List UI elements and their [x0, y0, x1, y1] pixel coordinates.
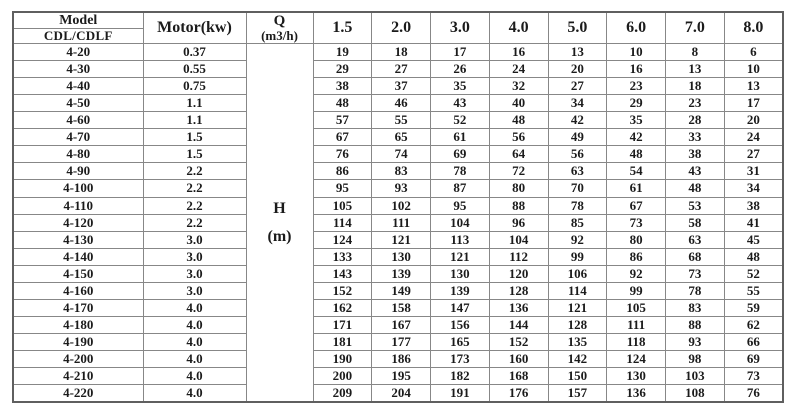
head-value-cell: 69: [724, 350, 783, 367]
head-value-cell: 48: [666, 180, 725, 197]
header-row-1: [13, 12, 783, 29]
motor-power-cell: 0.55: [143, 61, 246, 78]
table-row: [13, 78, 783, 95]
head-value-cell: 65: [372, 129, 431, 146]
head-value-cell: 139: [372, 265, 431, 282]
head-value-cell: 130: [431, 265, 490, 282]
head-value-cell: 80: [607, 231, 666, 248]
head-value-cell: 19: [313, 44, 372, 61]
flow-rate-unit: (m3/h): [261, 28, 298, 44]
table-row: [13, 299, 783, 316]
head-value-cell: 167: [372, 316, 431, 333]
head-value-cell: 76: [313, 146, 372, 163]
model-cell: 4-110: [13, 197, 143, 214]
head-value-cell: 27: [548, 78, 607, 95]
head-value-cell: 88: [489, 197, 548, 214]
head-value-cell: 34: [724, 180, 783, 197]
head-value-cell: 61: [431, 129, 490, 146]
head-value-cell: 67: [607, 197, 666, 214]
motor-power-cell: 2.2: [143, 180, 246, 197]
model-cell: 4-70: [13, 129, 143, 146]
head-value-cell: 204: [372, 384, 431, 402]
table-row: [13, 367, 783, 384]
flow-rate-header-cell: [246, 12, 313, 44]
head-value-cell: 72: [489, 163, 548, 180]
head-value-cell: 53: [666, 197, 725, 214]
model-header-cell: Model: [13, 12, 143, 29]
model-cell: 4-60: [13, 112, 143, 129]
head-value-cell: 114: [548, 282, 607, 299]
head-value-cell: 73: [724, 367, 783, 384]
flow-value-header-cell: 5.0: [548, 12, 607, 44]
head-value-cell: 16: [607, 61, 666, 78]
head-value-cell: 42: [548, 112, 607, 129]
head-value-cell: 8: [666, 44, 725, 61]
head-value-cell: 105: [607, 299, 666, 316]
motor-power-cell: 3.0: [143, 282, 246, 299]
head-value-cell: 13: [666, 61, 725, 78]
head-value-cell: 78: [431, 163, 490, 180]
motor-power-cell: 3.0: [143, 231, 246, 248]
pump-spec-table: [12, 11, 784, 403]
head-value-cell: 150: [548, 367, 607, 384]
head-value-cell: 104: [489, 231, 548, 248]
motor-power-cell: 1.5: [143, 129, 246, 146]
model-cell: 4-190: [13, 333, 143, 350]
head-value-cell: 42: [607, 129, 666, 146]
head-value-cell: 38: [724, 197, 783, 214]
head-value-cell: 156: [431, 316, 490, 333]
head-value-cell: 86: [607, 248, 666, 265]
head-value-cell: 96: [489, 214, 548, 231]
head-value-cell: 86: [313, 163, 372, 180]
motor-power-cell: 0.37: [143, 44, 246, 61]
head-value-cell: 152: [489, 333, 548, 350]
table-row: [13, 129, 783, 146]
motor-power-cell: 1.1: [143, 95, 246, 112]
head-value-cell: 111: [607, 316, 666, 333]
head-value-cell: 63: [666, 231, 725, 248]
head-unit: (m): [267, 228, 292, 246]
head-value-cell: 55: [372, 112, 431, 129]
motor-power-cell: 3.0: [143, 248, 246, 265]
head-value-cell: 74: [372, 146, 431, 163]
head-value-cell: 171: [313, 316, 372, 333]
head-value-cell: 24: [489, 61, 548, 78]
head-value-cell: 136: [489, 299, 548, 316]
table-row: [13, 350, 783, 367]
table-row: [13, 384, 783, 402]
motor-power-cell: 4.0: [143, 299, 246, 316]
table-row: [13, 282, 783, 299]
head-value-cell: 43: [431, 95, 490, 112]
head-value-cell: 95: [431, 197, 490, 214]
head-value-cell: 52: [724, 265, 783, 282]
model-cell: 4-120: [13, 214, 143, 231]
head-value-cell: 13: [724, 78, 783, 95]
head-value-cell: 27: [724, 146, 783, 163]
table-row: [13, 180, 783, 197]
head-value-cell: 88: [666, 316, 725, 333]
motor-power-cell: 4.0: [143, 316, 246, 333]
head-value-cell: 38: [666, 146, 725, 163]
head-value-cell: 33: [666, 129, 725, 146]
head-value-cell: 56: [489, 129, 548, 146]
head-value-cell: 48: [724, 248, 783, 265]
head-value-cell: 182: [431, 367, 490, 384]
table-row: [13, 231, 783, 248]
head-value-cell: 41: [724, 214, 783, 231]
head-value-cell: 143: [313, 265, 372, 282]
table-row: [13, 61, 783, 78]
head-value-cell: 54: [607, 163, 666, 180]
head-value-cell: 66: [724, 333, 783, 350]
head-value-cell: 133: [313, 248, 372, 265]
head-value-cell: 120: [489, 265, 548, 282]
head-value-cell: 17: [431, 44, 490, 61]
head-value-cell: 55: [724, 282, 783, 299]
head-value-cell: 124: [313, 231, 372, 248]
motor-header-cell: Motor(kw): [143, 12, 246, 44]
model-cell: 4-100: [13, 180, 143, 197]
head-value-cell: 38: [313, 78, 372, 95]
flow-value-header-cell: 6.0: [607, 12, 666, 44]
head-value-cell: 93: [666, 333, 725, 350]
head-value-cell: 152: [313, 282, 372, 299]
head-value-cell: 63: [548, 163, 607, 180]
head-value-cell: 181: [313, 333, 372, 350]
head-value-cell: 128: [489, 282, 548, 299]
head-value-cell: 32: [489, 78, 548, 95]
table-row: [13, 316, 783, 333]
head-value-cell: 18: [372, 44, 431, 61]
head-value-cell: 165: [431, 333, 490, 350]
table-row: [13, 333, 783, 350]
head-value-cell: 23: [666, 95, 725, 112]
head-value-cell: 160: [489, 350, 548, 367]
model-cell: 4-20: [13, 44, 143, 61]
model-cell: 4-160: [13, 282, 143, 299]
head-value-cell: 106: [548, 265, 607, 282]
head-symbol: H: [273, 199, 286, 217]
table-row: [13, 248, 783, 265]
head-value-cell: 48: [607, 146, 666, 163]
motor-power-cell: 4.0: [143, 384, 246, 402]
head-value-cell: 20: [724, 112, 783, 129]
head-value-cell: 10: [607, 44, 666, 61]
head-value-cell: 73: [607, 214, 666, 231]
head-value-cell: 13: [548, 44, 607, 61]
head-merged-cell: [246, 44, 313, 402]
head-value-cell: 108: [666, 384, 725, 402]
model-cell: 4-80: [13, 146, 143, 163]
head-value-cell: 58: [666, 214, 725, 231]
head-value-cell: 17: [724, 95, 783, 112]
motor-power-cell: 1.1: [143, 112, 246, 129]
head-value-cell: 10: [724, 61, 783, 78]
head-value-cell: 29: [607, 95, 666, 112]
motor-power-cell: 2.2: [143, 214, 246, 231]
head-value-cell: 68: [666, 248, 725, 265]
head-value-cell: 48: [489, 112, 548, 129]
head-value-cell: 37: [372, 78, 431, 95]
table-row: [13, 163, 783, 180]
head-value-cell: 195: [372, 367, 431, 384]
motor-power-cell: 1.5: [143, 146, 246, 163]
model-cell: 4-40: [13, 78, 143, 95]
motor-power-cell: 4.0: [143, 367, 246, 384]
head-value-cell: 158: [372, 299, 431, 316]
head-value-cell: 105: [313, 197, 372, 214]
head-value-cell: 62: [724, 316, 783, 333]
flow-value-header-cell: 1.5: [313, 12, 372, 44]
motor-power-cell: 3.0: [143, 265, 246, 282]
head-value-cell: 34: [548, 95, 607, 112]
model-cell: 4-150: [13, 265, 143, 282]
head-value-cell: 104: [431, 214, 490, 231]
head-value-cell: 83: [666, 299, 725, 316]
head-value-cell: 102: [372, 197, 431, 214]
head-value-cell: 18: [666, 78, 725, 95]
head-value-cell: 111: [372, 214, 431, 231]
model-cell: 4-90: [13, 163, 143, 180]
head-value-cell: 92: [548, 231, 607, 248]
table-row: [13, 197, 783, 214]
head-value-cell: 80: [489, 180, 548, 197]
table-row: [13, 44, 783, 61]
head-value-cell: 136: [607, 384, 666, 402]
head-value-cell: 139: [431, 282, 490, 299]
flow-value-header-cell: 8.0: [724, 12, 783, 44]
model-cell: 4-220: [13, 384, 143, 402]
head-value-cell: 93: [372, 180, 431, 197]
head-value-cell: 118: [607, 333, 666, 350]
head-value-cell: 157: [548, 384, 607, 402]
head-value-cell: 162: [313, 299, 372, 316]
head-value-cell: 78: [666, 282, 725, 299]
head-value-cell: 26: [431, 61, 490, 78]
head-value-cell: 6: [724, 44, 783, 61]
head-value-cell: 28: [666, 112, 725, 129]
head-value-cell: 40: [489, 95, 548, 112]
head-value-cell: 27: [372, 61, 431, 78]
head-value-cell: 144: [489, 316, 548, 333]
model-cell: 4-210: [13, 367, 143, 384]
motor-power-cell: 4.0: [143, 333, 246, 350]
head-value-cell: 135: [548, 333, 607, 350]
head-value-cell: 124: [607, 350, 666, 367]
head-value-cell: 20: [548, 61, 607, 78]
model-cell: 4-200: [13, 350, 143, 367]
head-value-cell: 59: [724, 299, 783, 316]
head-value-cell: 45: [724, 231, 783, 248]
head-value-cell: 128: [548, 316, 607, 333]
head-value-cell: 92: [607, 265, 666, 282]
model-cell: 4-30: [13, 61, 143, 78]
head-value-cell: 121: [372, 231, 431, 248]
head-value-cell: 35: [607, 112, 666, 129]
flow-value-header-cell: 3.0: [431, 12, 490, 44]
motor-power-cell: 0.75: [143, 78, 246, 95]
head-value-cell: 130: [607, 367, 666, 384]
head-value-cell: 149: [372, 282, 431, 299]
model-cell: 4-140: [13, 248, 143, 265]
table-row: [13, 112, 783, 129]
head-value-cell: 200: [313, 367, 372, 384]
head-value-cell: 70: [548, 180, 607, 197]
model-cell: 4-130: [13, 231, 143, 248]
head-value-cell: 103: [666, 367, 725, 384]
head-value-cell: 87: [431, 180, 490, 197]
head-value-cell: 78: [548, 197, 607, 214]
head-value-cell: 67: [313, 129, 372, 146]
head-value-cell: 43: [666, 163, 725, 180]
motor-power-cell: 4.0: [143, 350, 246, 367]
head-value-cell: 73: [666, 265, 725, 282]
head-value-cell: 121: [431, 248, 490, 265]
flow-value-header-cell: 2.0: [372, 12, 431, 44]
head-value-cell: 99: [548, 248, 607, 265]
table-header: [13, 12, 783, 44]
model-cell: 4-170: [13, 299, 143, 316]
head-value-cell: 29: [313, 61, 372, 78]
table-row: [13, 265, 783, 282]
head-value-cell: 114: [313, 214, 372, 231]
head-value-cell: 31: [724, 163, 783, 180]
head-value-cell: 69: [431, 146, 490, 163]
head-value-cell: 64: [489, 146, 548, 163]
head-value-cell: 142: [548, 350, 607, 367]
head-value-cell: 177: [372, 333, 431, 350]
head-value-cell: 61: [607, 180, 666, 197]
motor-power-cell: 2.2: [143, 197, 246, 214]
head-value-cell: 186: [372, 350, 431, 367]
head-value-cell: 168: [489, 367, 548, 384]
head-value-cell: 99: [607, 282, 666, 299]
head-value-cell: 46: [372, 95, 431, 112]
head-value-cell: 173: [431, 350, 490, 367]
head-value-cell: 191: [431, 384, 490, 402]
head-value-cell: 35: [431, 78, 490, 95]
head-value-cell: 95: [313, 180, 372, 197]
head-value-cell: 112: [489, 248, 548, 265]
head-value-cell: 57: [313, 112, 372, 129]
head-value-cell: 52: [431, 112, 490, 129]
table-row: [13, 95, 783, 112]
head-value-cell: 76: [724, 384, 783, 402]
head-value-cell: 209: [313, 384, 372, 402]
flow-value-header-cell: 4.0: [489, 12, 548, 44]
head-value-cell: 113: [431, 231, 490, 248]
model-cell: 4-50: [13, 95, 143, 112]
head-value-cell: 24: [724, 129, 783, 146]
head-value-cell: 23: [607, 78, 666, 95]
head-value-cell: 147: [431, 299, 490, 316]
head-value-cell: 121: [548, 299, 607, 316]
head-value-cell: 130: [372, 248, 431, 265]
flow-rate-symbol: Q: [273, 13, 286, 29]
head-value-cell: 49: [548, 129, 607, 146]
head-value-cell: 190: [313, 350, 372, 367]
table-row: [13, 214, 783, 231]
head-value-cell: 98: [666, 350, 725, 367]
head-value-cell: 176: [489, 384, 548, 402]
head-value-cell: 16: [489, 44, 548, 61]
flow-value-header-cell: 7.0: [666, 12, 725, 44]
model-series-cell: CDL/CDLF: [13, 29, 143, 44]
head-value-cell: 85: [548, 214, 607, 231]
table-row: [13, 146, 783, 163]
motor-power-cell: 2.2: [143, 163, 246, 180]
head-value-cell: 83: [372, 163, 431, 180]
head-value-cell: 48: [313, 95, 372, 112]
model-cell: 4-180: [13, 316, 143, 333]
table-body: [13, 44, 783, 402]
head-value-cell: 56: [548, 146, 607, 163]
